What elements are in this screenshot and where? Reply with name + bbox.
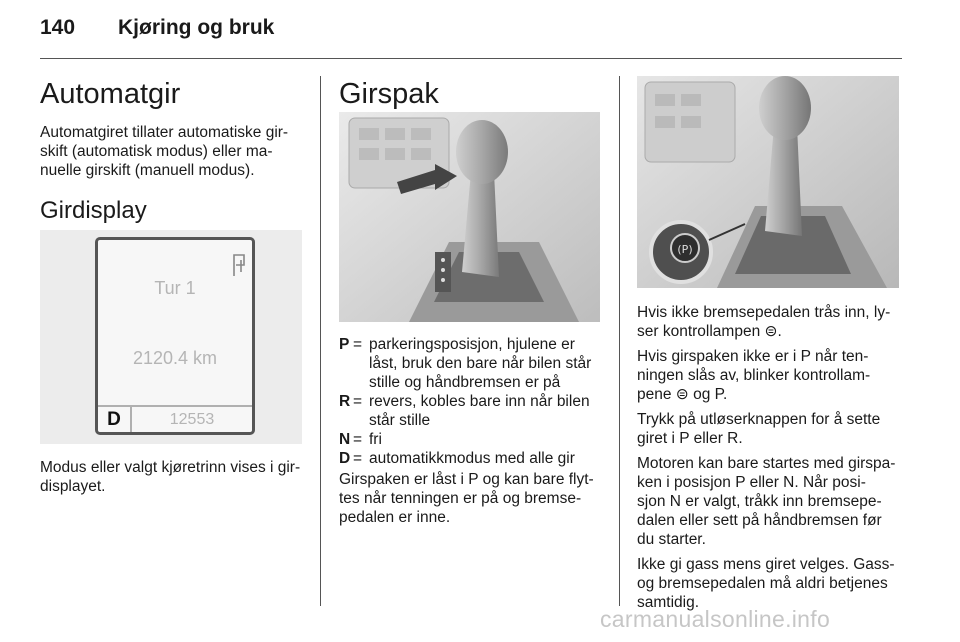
watermark: carmanualsonline.info [600, 606, 831, 632]
release-button-photo [637, 76, 899, 288]
flag-icon [232, 252, 248, 278]
def-eq: = [353, 450, 363, 467]
def-eq: = [353, 393, 363, 410]
display-caption: Modus eller valgt kjøretrinn vises i gir- displayet. [40, 459, 301, 495]
header-rule [40, 58, 902, 59]
release-button-text: Trykk på utløserknappen for å sette giret i P eller R. [637, 411, 881, 447]
def-row-r [339, 392, 604, 430]
def-key: N [339, 431, 351, 448]
display-panel [95, 237, 255, 435]
def-value: revers, kobles bare inn når bilen står stille [369, 393, 590, 429]
trip-label: Tur 1 [154, 278, 196, 298]
gear-lever-photo [339, 112, 600, 322]
svg-text:(P): (P) [677, 243, 693, 256]
column3-text [637, 303, 905, 618]
brake-warning-text: Hvis ikke bremsepedalen tr​ås inn, ly- ser kontrollampen ⊜. [637, 304, 891, 340]
pedal-caution-text: Ikke gi gass mens giret velges. Gass- og bremsepedalen må aldri betjenes samtidig. [637, 556, 895, 611]
def-value: fri [369, 431, 382, 448]
def-key: P [339, 336, 350, 353]
section-title-girspak: Girspak [339, 78, 439, 110]
def-eq: = [353, 431, 363, 448]
def-key: D [339, 450, 351, 467]
def-value: parkeringsposisjon, hjulene er låst, bruk den bare når bilen står stille og håndbremsen er på [369, 336, 592, 391]
def-row-d [339, 449, 604, 468]
def-row-p [339, 335, 604, 392]
section-title-girdisplay: Girdisplay [40, 197, 147, 224]
section-title-automatgir: Automatgir [40, 78, 181, 110]
trip-distance: 2120.4 km [132, 348, 218, 368]
odometer: 12553 [169, 411, 215, 428]
lever-lock-text: Girspaken er låst i P og kan bare flyt- tes når tenningen er på og bremse- pedalen er inne. [339, 471, 594, 526]
engine-start-text: Motoren kan bare startes med girspa- ken i posisjon P eller N. Når posi- sjon N er valgt, tråkk inn bremsepe- dalen eller sett på håndbremsen før du starter. [637, 455, 896, 548]
ignition-warning-text: Hvis girspaken ikke er i P når ten- ningen slås av, blinker kontrollam- pene ⊜ og P. [637, 348, 871, 403]
def-row-n [339, 430, 604, 449]
def-eq: = [353, 336, 363, 353]
chapter-title: Kjøring og bruk [118, 16, 275, 39]
page-number: 140 [40, 16, 76, 39]
column-divider-right [619, 76, 620, 606]
def-value: automatikkmodus med alle gir [369, 450, 575, 467]
gear-indicator: D [98, 407, 132, 432]
column-divider-left [320, 76, 321, 606]
gear-position-list [339, 335, 604, 468]
def-key: R [339, 393, 351, 410]
intro-text: Automatgiret tillater automatiske gir- skift (automatisk modus) eller ma- nuelle girskift (manuell modus). [40, 124, 289, 179]
gear-display-illustration [40, 230, 302, 444]
